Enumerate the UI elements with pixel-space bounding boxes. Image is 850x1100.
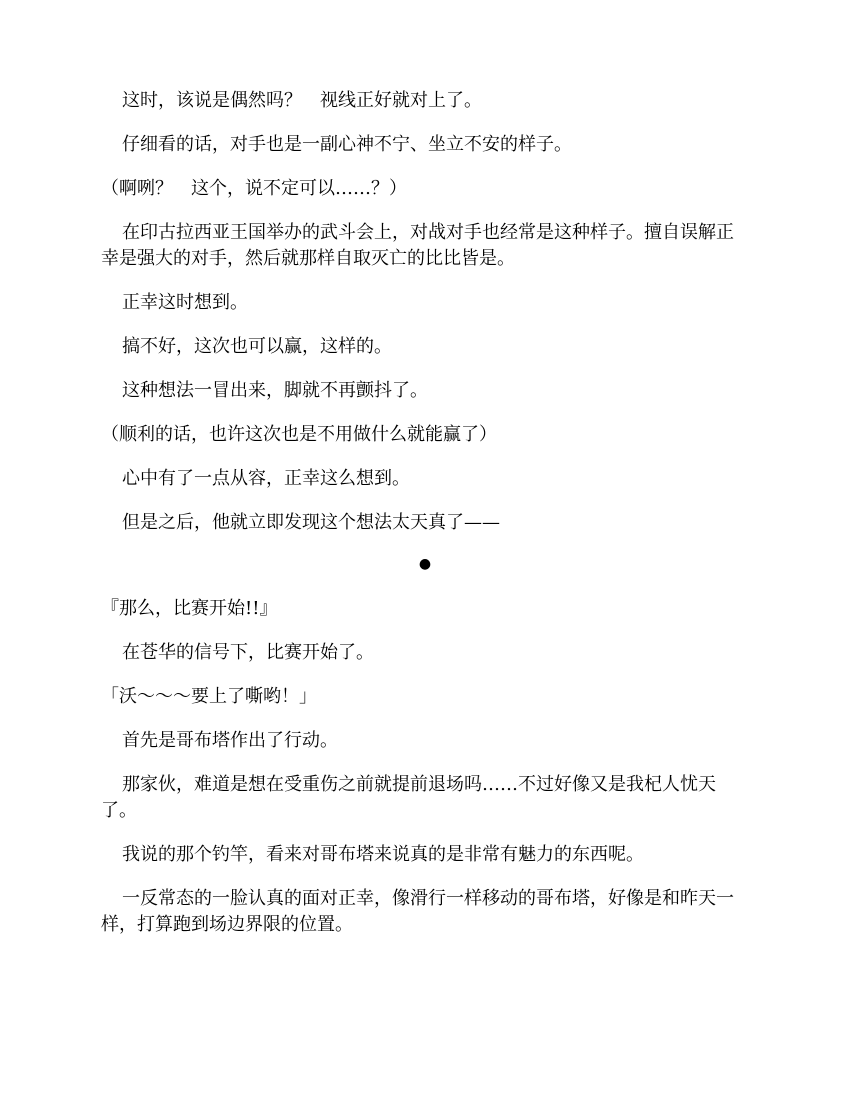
- paragraph: 首先是哥布塔作出了行动。: [122, 730, 338, 751]
- paragraph: 这时，该说是偶然吗？ 视线正好就对上了。: [122, 90, 482, 111]
- paragraph-dialogue: （啊咧？ 这个，说不定可以……？）: [101, 178, 407, 199]
- paragraph: 一反常态的一脸认真的面对正幸，像滑行一样移动的哥布塔，好像是和昨天一样，打算跑到场边界限的位置。: [101, 888, 734, 935]
- paragraph: 在印古拉西亚王国举办的武斗会上，对战对手也经常是这种样子。擅自误解正幸是强大的对手，然后就那样自取灭亡的比比皆是。: [101, 222, 734, 269]
- paragraph: 心中有了一点从容，正幸这么想到。: [122, 468, 410, 489]
- paragraph: 我说的那个钓竿，看来对哥布塔来说真的是非常有魅力的东西呢。: [122, 844, 644, 865]
- paragraph: 搞不好，这次也可以赢，这样的。: [122, 336, 392, 357]
- paragraph: 正幸这时想到。: [122, 292, 248, 313]
- paragraph: 在苍华的信号下，比赛开始了。: [122, 642, 374, 663]
- paragraph: 这种想法一冒出来，脚就不再颤抖了。: [122, 380, 428, 401]
- paragraph: 仔细看的话，对手也是一副心神不宁、坐立不安的样子。: [122, 134, 572, 155]
- scene-separator: ●: [418, 556, 432, 572]
- paragraph-dialogue: 『那么，比赛开始!!』: [101, 598, 278, 619]
- paragraph-dialogue: 「沃～～～要上了嘶哟！」: [101, 686, 317, 707]
- paragraph-dialogue: （顺利的话，也许这次也是不用做什么就能赢了）: [101, 424, 497, 445]
- paragraph: 那家伙，难道是想在受重伤之前就提前退场吗……不过好像又是我杞人忧天了。: [101, 774, 716, 821]
- paragraph: 但是之后，他就立即发现这个想法太天真了——: [122, 512, 500, 533]
- document-page: [101, 88, 749, 956]
